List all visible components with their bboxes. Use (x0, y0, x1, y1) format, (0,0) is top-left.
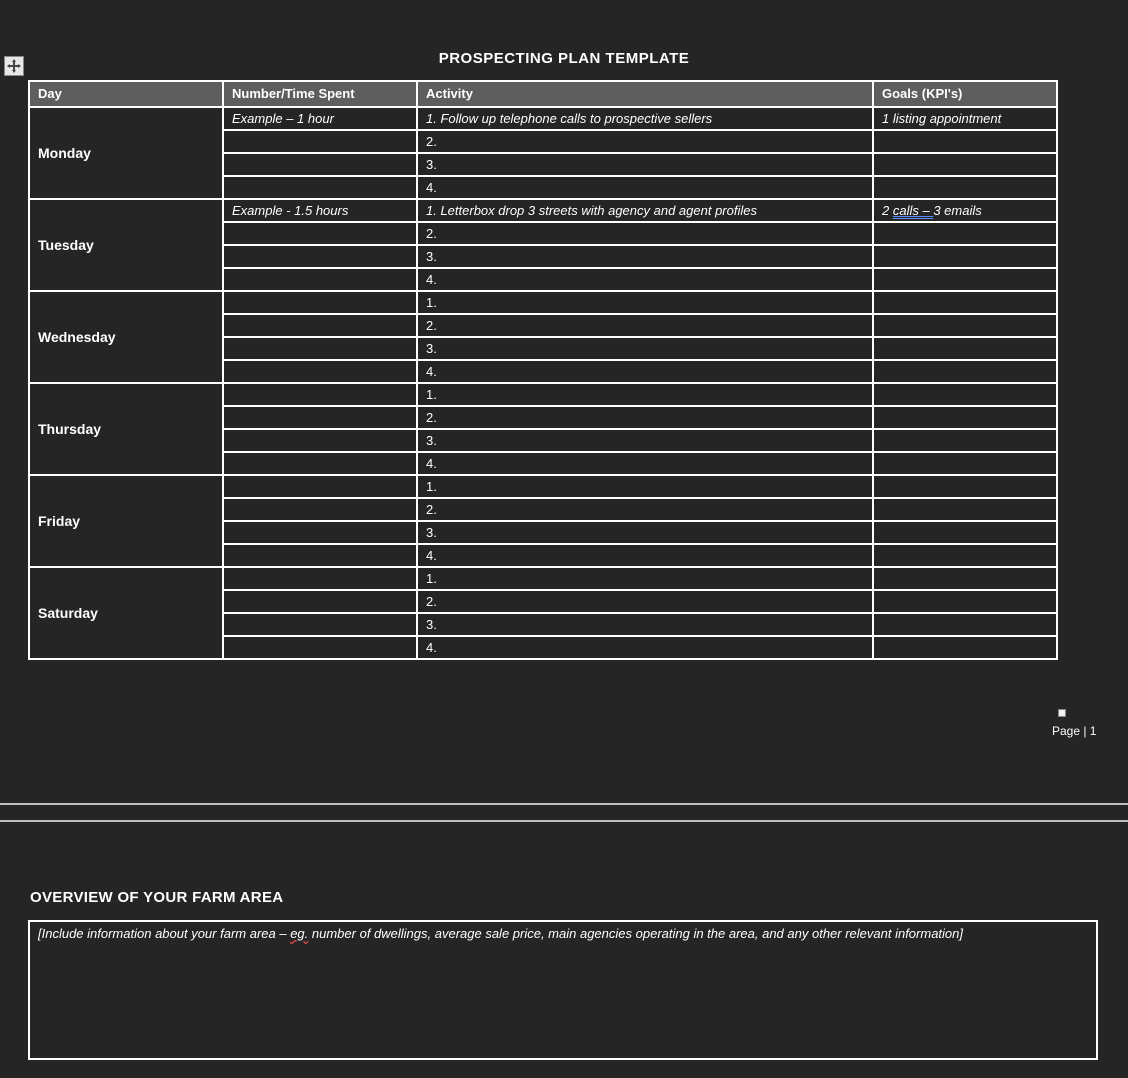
time-cell[interactable] (223, 383, 417, 406)
activity-cell[interactable]: 4. (417, 268, 873, 291)
goal-cell[interactable] (873, 222, 1057, 245)
goal-cell[interactable] (873, 153, 1057, 176)
page-title: PROSPECTING PLAN TEMPLATE (438, 50, 690, 67)
time-cell[interactable] (223, 590, 417, 613)
day-cell-friday[interactable]: Friday (29, 475, 223, 567)
time-cell[interactable] (223, 636, 417, 659)
activity-cell[interactable]: 2. (417, 590, 873, 613)
activity-cell[interactable]: 3. (417, 337, 873, 360)
time-cell[interactable] (223, 130, 417, 153)
activity-cell[interactable]: 3. (417, 521, 873, 544)
goal-cell[interactable] (873, 383, 1057, 406)
activity-cell[interactable]: 4. (417, 452, 873, 475)
goal-cell[interactable] (873, 360, 1057, 383)
time-cell[interactable] (223, 544, 417, 567)
time-cell[interactable] (223, 521, 417, 544)
overview-text-box[interactable] (28, 920, 1098, 1060)
time-cell[interactable] (223, 153, 417, 176)
table-row (29, 291, 1057, 314)
goal-cell[interactable] (873, 176, 1057, 199)
goal-text-pre: 2 (882, 202, 893, 218)
activity-cell[interactable]: 3. (417, 613, 873, 636)
spelling-error-word[interactable]: eg. (290, 926, 309, 941)
day-cell-thursday[interactable]: Thursday (29, 383, 223, 475)
time-cell[interactable] (223, 360, 417, 383)
goal-cell[interactable] (873, 314, 1057, 337)
prospecting-plan-table (28, 80, 1058, 660)
overview-heading: OVERVIEW OF YOUR FARM AREA (30, 889, 284, 906)
time-cell[interactable] (223, 498, 417, 521)
table-row (29, 383, 1057, 406)
activity-cell[interactable]: 2. (417, 314, 873, 337)
activity-cell[interactable]: 3. (417, 429, 873, 452)
goal-cell[interactable] (873, 475, 1057, 498)
time-cell[interactable]: Example - 1.5 hours (223, 199, 417, 222)
activity-cell[interactable]: 1. (417, 567, 873, 590)
activity-cell[interactable]: 1. (417, 383, 873, 406)
goal-cell[interactable] (873, 406, 1057, 429)
goal-cell[interactable] (873, 245, 1057, 268)
header-time: Number/Time Spent (223, 81, 417, 107)
time-cell[interactable] (223, 475, 417, 498)
table-row (29, 567, 1057, 590)
day-cell-saturday[interactable]: Saturday (29, 567, 223, 659)
activity-cell[interactable]: 2. (417, 498, 873, 521)
time-cell[interactable] (223, 613, 417, 636)
day-cell-monday[interactable]: Monday (29, 107, 223, 199)
page-break-line-top (0, 803, 1128, 805)
goal-cell[interactable] (873, 636, 1057, 659)
table-resize-handle[interactable] (1058, 709, 1066, 717)
page-number: Page | 1 (1052, 724, 1097, 738)
activity-cell[interactable]: 4. (417, 176, 873, 199)
goal-cell[interactable] (873, 498, 1057, 521)
goal-cell[interactable] (873, 613, 1057, 636)
overview-text-end: number of dwellings, average sale price, main agencies operating in the area, and any other relevant information] (308, 926, 963, 941)
time-cell[interactable] (223, 452, 417, 475)
time-cell[interactable] (223, 314, 417, 337)
table-row (29, 107, 1057, 130)
goal-cell[interactable] (873, 429, 1057, 452)
time-cell[interactable] (223, 429, 417, 452)
time-cell[interactable] (223, 567, 417, 590)
activity-cell[interactable]: 4. (417, 544, 873, 567)
time-cell[interactable] (223, 268, 417, 291)
activity-cell[interactable]: 2. (417, 222, 873, 245)
time-cell[interactable] (223, 245, 417, 268)
time-cell[interactable] (223, 176, 417, 199)
goal-text-link[interactable]: calls – (892, 202, 934, 218)
activity-cell[interactable]: 3. (417, 153, 873, 176)
activity-cell[interactable]: 2. (417, 406, 873, 429)
activity-cell[interactable]: 1. Follow up telephone calls to prospective sellers (417, 107, 873, 130)
overview-text-start: [Include information about your farm area – (38, 926, 291, 941)
goal-cell[interactable] (873, 268, 1057, 291)
day-cell-wednesday[interactable]: Wednesday (29, 291, 223, 383)
time-cell[interactable]: Example – 1 hour (223, 107, 417, 130)
header-goals: Goals (KPI's) (873, 81, 1057, 107)
time-cell[interactable] (223, 337, 417, 360)
goal-cell[interactable] (873, 590, 1057, 613)
goal-text-post: 3 emails (933, 202, 982, 218)
time-cell[interactable] (223, 222, 417, 245)
activity-cell[interactable]: 4. (417, 360, 873, 383)
goal-cell[interactable] (873, 130, 1057, 153)
goal-cell[interactable] (873, 199, 1057, 222)
goal-cell[interactable]: 1 listing appointment (873, 107, 1057, 130)
goal-cell[interactable] (873, 521, 1057, 544)
header-day: Day (29, 81, 223, 107)
goal-cell[interactable] (873, 567, 1057, 590)
activity-cell[interactable]: 1. (417, 291, 873, 314)
activity-cell[interactable]: 1. (417, 475, 873, 498)
activity-cell[interactable]: 2. (417, 130, 873, 153)
table-row (29, 199, 1057, 222)
page-break-line-bottom (0, 820, 1128, 822)
time-cell[interactable] (223, 406, 417, 429)
time-cell[interactable] (223, 291, 417, 314)
table-header-row (29, 81, 1057, 107)
goal-cell[interactable] (873, 337, 1057, 360)
day-cell-tuesday[interactable]: Tuesday (29, 199, 223, 291)
goal-cell[interactable] (873, 291, 1057, 314)
goal-cell[interactable] (873, 452, 1057, 475)
goal-cell[interactable] (873, 544, 1057, 567)
header-activity: Activity (417, 81, 873, 107)
activity-cell[interactable]: 4. (417, 636, 873, 659)
activity-cell[interactable]: 1. Letterbox drop 3 streets with agency and agent profiles (417, 199, 873, 222)
activity-cell[interactable]: 3. (417, 245, 873, 268)
table-row (29, 475, 1057, 498)
